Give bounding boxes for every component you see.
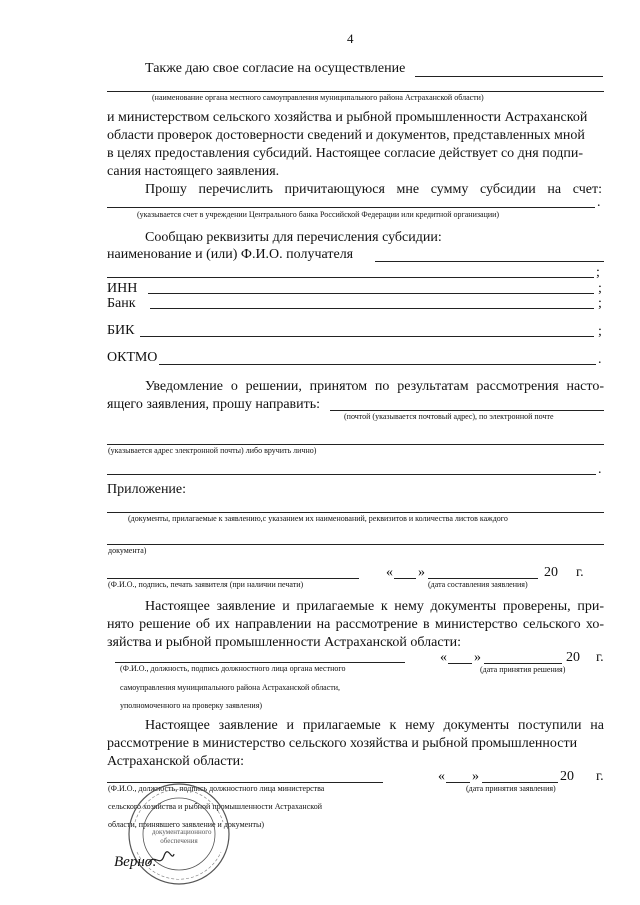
checked-caption-1: (Ф.И.О., должность, подпись должностного лица органа местного (120, 664, 346, 673)
checked-quote-open: « (440, 650, 447, 665)
consent-authority-line-2[interactable] (107, 91, 604, 92)
attachment-caption-2: документа) (108, 546, 147, 555)
account-end-mark: . (597, 195, 601, 210)
recipient-label: наименование и (или) Ф.И.О. получателя (107, 247, 354, 262)
bik-label: БИК (107, 323, 135, 338)
applicant-day-line[interactable] (394, 578, 416, 579)
consent-authority-line[interactable] (415, 76, 603, 77)
checked-line-3: зяйства и рыбной промышленности Астраханской области: (107, 635, 462, 650)
bik-field-line[interactable] (140, 336, 594, 337)
account-caption: (указывается счет в учреждении Центрального банка Российской Федерации или кредитной организации) (137, 210, 500, 219)
recipient-line-2[interactable] (107, 277, 594, 278)
email-line[interactable] (107, 444, 604, 445)
received-line-2: рассмотрение в министерство сельского хозяйства и рыбной промышленности (107, 736, 578, 751)
bik-semicolon: ; (598, 324, 602, 339)
received-line-3: Астраханской области: (107, 754, 244, 769)
received-date-caption: (дата принятия заявления) (466, 784, 556, 793)
oktmo-field-line[interactable] (159, 364, 596, 365)
applicant-signature-caption: (Ф.И.О., подпись, печать заявителя (при наличии печати) (108, 580, 304, 589)
consent-line-1: и министерством сельского хозяйства и рыбной промышленности Астраханской (107, 110, 588, 125)
applicant-signature-line[interactable] (107, 578, 359, 579)
delivery-dot: . (598, 462, 602, 477)
checked-caption-2: самоуправления муниципального района Астраханской области, (120, 683, 341, 692)
consent-line-4: сания настоящего заявления. (107, 164, 280, 179)
applicant-date-caption: (дата составления заявления) (428, 580, 528, 589)
consent-line-3: в целях предоставления субсидий. Настоящее согласие действует со дня подпи- (107, 146, 584, 161)
bank-label: Банк (107, 296, 136, 311)
applicant-quote-close: » (418, 565, 425, 580)
attachment-line-2[interactable] (107, 544, 604, 545)
applicant-year: 20 (544, 565, 558, 580)
recipient-semicolon: ; (596, 265, 600, 280)
received-year: 20 (560, 769, 574, 784)
checked-quote-close: » (474, 650, 481, 665)
received-caption-2: сельского хозяйства и рыбной промышленности Астраханской (108, 802, 322, 811)
inn-semicolon: ; (598, 281, 602, 296)
verno-label: Верно: (114, 854, 158, 870)
inn-field-line[interactable] (148, 293, 594, 294)
notification-method-line[interactable] (330, 410, 604, 411)
applicant-month-line[interactable] (428, 578, 538, 579)
account-line[interactable] (107, 207, 595, 208)
checked-date-caption: (дата принятия решения) (480, 665, 566, 674)
consent-caption: (наименование органа местного самоуправления муниципального района Астраханской области) (152, 93, 484, 102)
notification-line-2: ящего заявления, прошу направить: (107, 397, 321, 412)
checked-day-line[interactable] (448, 663, 472, 664)
recipient-line[interactable] (375, 261, 604, 262)
checked-line-1: Настоящее заявление и прилагаемые к нему документы проверены, при- (145, 599, 604, 614)
consent-intro: Также даю свое согласие на осуществление (145, 61, 406, 76)
received-line-1: Настоящее заявление и прилагаемые к нему документы поступили на (145, 718, 604, 733)
checked-month-line[interactable] (484, 663, 562, 664)
received-year-suffix: г. (596, 769, 604, 784)
checked-year-suffix: г. (596, 650, 604, 665)
page-number: 4 (347, 31, 354, 46)
transfer-text: Прошу перечислить причитающуюся мне сумму субсидии на счет: (145, 182, 602, 197)
stamp-text: документационного обеспечения (152, 828, 212, 845)
received-day-line[interactable] (446, 782, 470, 783)
notification-caption-2: (указывается адрес электронной почты) либо вручить лично) (108, 446, 317, 455)
delivery-line[interactable] (107, 474, 596, 475)
signature-mark (146, 848, 176, 870)
received-month-line[interactable] (482, 782, 558, 783)
checked-official-line[interactable] (115, 662, 405, 663)
received-caption-1: (Ф.И.О., должность, подпись должностного лица министерства (108, 784, 325, 793)
consent-line-2: области проверок достоверности сведений и документов, представленных мной (107, 128, 585, 143)
received-caption-3: области, принявшего заявление и документы) (108, 820, 265, 829)
oktmo-dot: . (598, 352, 602, 367)
attachment-caption-1: (документы, прилагаемые к заявлению,с указанием их наименований, реквизитов и количества листов каждого (128, 514, 508, 523)
checked-caption-3: уполномоченного на проверку заявления) (120, 701, 263, 710)
attachment-line[interactable] (107, 512, 604, 513)
attachment-label: Приложение: (107, 482, 187, 497)
inn-label: ИНН (107, 281, 138, 296)
bank-semicolon: ; (598, 296, 602, 311)
received-quote-open: « (438, 769, 445, 784)
applicant-year-suffix: г. (576, 565, 584, 580)
checked-line-2: нято решение об их направлении на рассмотрение в министерство сельского хо- (107, 617, 604, 632)
notification-caption-1: (почтой (указывается почтовый адрес), по электронной почте (344, 412, 554, 421)
bank-field-line[interactable] (150, 308, 594, 309)
oktmo-label: ОКТМО (107, 350, 158, 365)
received-quote-close: » (472, 769, 479, 784)
checked-year: 20 (566, 650, 580, 665)
notification-line-1: Уведомление о решении, принятом по результатам рассмотрения насто- (145, 379, 604, 394)
requisites-intro: Сообщаю реквизиты для перечисления субсидии: (145, 230, 442, 245)
applicant-quote-open: « (386, 565, 393, 580)
